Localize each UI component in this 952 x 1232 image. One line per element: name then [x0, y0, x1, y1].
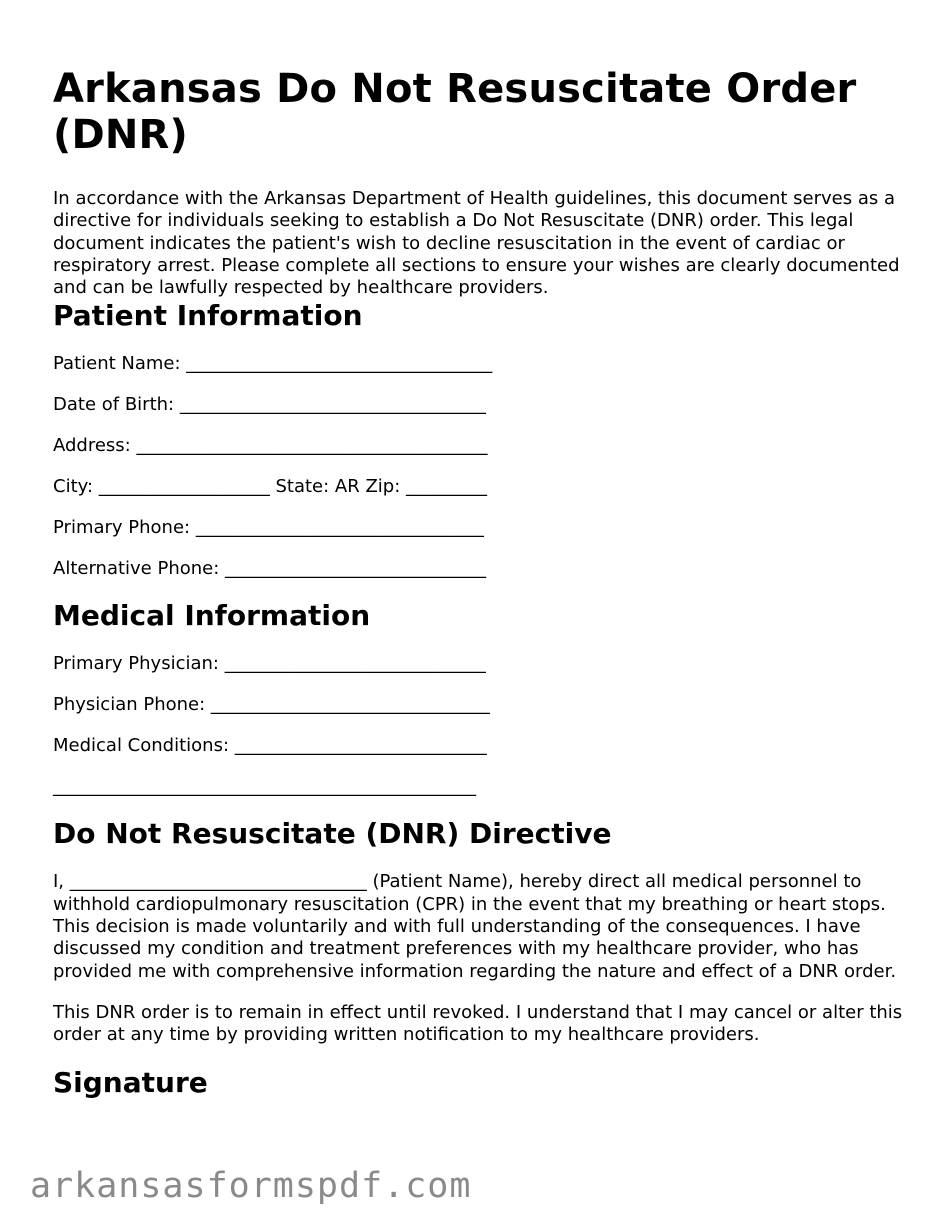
city-state-zip-field[interactable]: City: ___________________ State: AR Zip: _________ [53, 476, 487, 498]
date-of-birth-field[interactable]: Date of Birth: __________________________________ [53, 394, 486, 416]
directive-paragraph-2: This DNR order is to remain in effect until revoked. I understand that I may cancel or alter this order at any time by providing written notification to my healthcare providers. [53, 1001, 903, 1046]
document-page [53, 66, 913, 1100]
dnr-directive-heading: Do Not Resuscitate (DNR) Directive [53, 817, 612, 851]
physician-phone-field[interactable]: Physician Phone: _______________________________ [53, 694, 490, 716]
address-field[interactable]: Address: _______________________________________ [53, 435, 488, 457]
intro-paragraph: In accordance with the Arkansas Department of Health guidelines, this document serves as a directive for individuals seeking to establish a Do Not Resuscitate (DNR) order. This legal document indicates the patient's wish to decline resuscitation in the event of cardiac or respiratory arrest. Please complete all sections to ensure your wishes are clearly documented and can be lawfully respected by healthcare providers. [53, 188, 900, 299]
site-watermark: arkansasformspdf.com [30, 1166, 472, 1206]
directive-paragraph-1: I, _________________________________ (Patient Name), hereby direct all medical personnel to withhold cardiopulmonary resuscitation (CPR) in the event that my breathing or heart stops. This decision is made voluntarily and with full understanding of the consequences. I have discussed my condition and treatment preferences with my healthcare provider, who has provided me with comprehensive information regarding the nature and effect of a DNR order. [53, 871, 897, 982]
medical-information-heading: Medical Information [53, 599, 371, 633]
signature-heading: Signature [53, 1065, 208, 1099]
signature-section [53, 1066, 913, 1100]
dnr-directive-section [53, 817, 913, 1046]
medical-conditions-field[interactable]: Medical Conditions: ____________________________ [53, 735, 487, 757]
patient-name-field[interactable]: Patient Name: __________________________________ [53, 353, 493, 375]
document-title: Arkansas Do Not Resuscitate Order (DNR) [53, 66, 857, 158]
primary-phone-field[interactable]: Primary Phone: ________________________________ [53, 517, 484, 539]
patient-information-heading: Patient Information [53, 299, 363, 333]
alternative-phone-field[interactable]: Alternative Phone: _____________________________ [53, 558, 487, 580]
primary-physician-field[interactable]: Primary Physician: _____________________________ [53, 653, 486, 675]
medical-conditions-extra-line[interactable]: _______________________________________________ [53, 776, 476, 798]
patient-information-section [53, 299, 913, 580]
medical-information-section [53, 599, 913, 798]
